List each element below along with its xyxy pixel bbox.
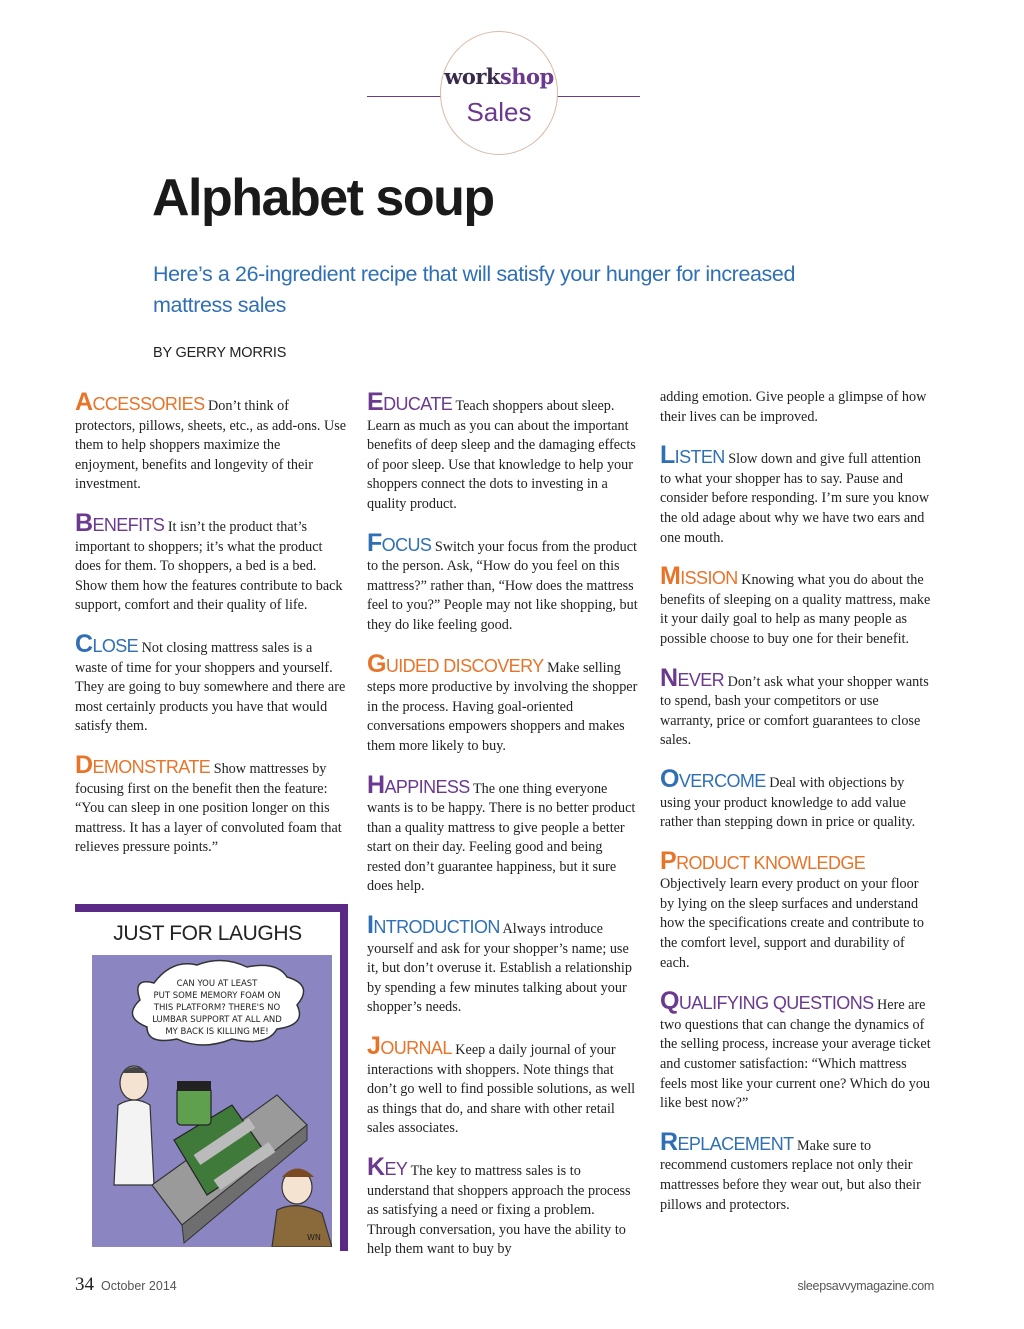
section-label: Sales (466, 97, 532, 127)
entry-keyword: FOCUS (367, 528, 432, 557)
entry-keyword: QUALIFYING QUESTIONS (660, 987, 874, 1016)
box-top-border (75, 904, 348, 912)
entry-educate: EDUCATE Teach shoppers about sleep. Learn as much as you can about the important benefits of deep sleep and the damaging effects of poor sleep. Use that knowledge to help your shoppers connect the dots to investing in a quality product. (367, 388, 636, 512)
entry-happiness: HAPPINESS The one thing everyone wants is to be happy. There is no better product than a quality mattress to give people a better start on their day. Feeling good and being rested don’t guarantee happiness, but it sure does help. (367, 770, 636, 895)
entry-keyword: CLOSE (75, 629, 139, 658)
workshop-label: workshop (444, 64, 554, 89)
entry-focus: FOCUS Switch your focus from the product to the person. Ask, “How do you feel on this mattress?” rather than, “How does the mattress feel to you?” People may not like shopping, but they do like feeling good. (367, 528, 638, 633)
entry-keyword: REPLACEMENT (660, 1127, 794, 1156)
box-right-border (340, 904, 348, 1251)
cartoon-signature: WN (307, 1233, 321, 1242)
entry-introduction: INTRODUCTION Always introduce yourself and ask for your shopper’s name; use it, but don’t overuse it. Establish a relationship by spending a few minutes talking about your shopper’s needs. (367, 911, 632, 1016)
bubble-line-5: MY BACK IS KILLING ME! (165, 1027, 269, 1037)
entry-keyword: ACCESSORIES (75, 388, 205, 416)
entry-benefits: BENEFITS It isn’t the product that’s important to shoppers; it’s what the product does for them. To shoppers, a bed is a bed. Show them how the features contribute to back support, comfort and their quality of life. (75, 508, 343, 614)
entry-product-knowledge: PRODUCT KNOWLEDGE Objectively learn every product on your floor by lying on the sleep surfaces and understand how the specifications create and contribute to the comfort level, support and durability of each. (660, 846, 924, 971)
entry-keyword: OVERCOME (660, 764, 766, 793)
entry-keyword: MISSION (660, 562, 738, 591)
entry-mission: MISSION Knowing what you do about the benefits of sleeping on a quality mattress, make it your daily goal to help as many people as possible choose to buy one for their benefit. (660, 562, 931, 647)
magazine-url: sleepsavvymagazine.com (797, 1279, 934, 1293)
column-3 (660, 388, 932, 1234)
entry-keyword: BENEFITS (75, 508, 165, 537)
entry-key-continued: adding emotion. Give people a glimpse of how their lives can be improved. (660, 389, 927, 425)
entry-keyword: DEMONSTRATE (75, 750, 211, 779)
entry-close: CLOSE Not closing mattress sales is a waste of time for your shoppers and yourself. They are going to buy somewhere and there are most certainly products you have that would satisfy them. (75, 629, 346, 735)
entry-keyword: LISTEN (660, 441, 725, 470)
sidebar-title: JUST FOR LAUGHS (113, 922, 302, 945)
entry-key: KEY The key to mattress sales is to understand that shoppers approach the process as satisfying a need or fixing a problem. Through conversation, you have the ability to help them want to buy by (367, 1153, 631, 1258)
entry-keyword: PRODUCT KNOWLEDGE (660, 846, 866, 875)
issue-date: October 2014 (101, 1279, 177, 1293)
page-number: 34 (75, 1274, 94, 1295)
entry-guided-discovery: GUIDED DISCOVERY Make selling steps more productive by involving the shopper in the process. Having goal-oriented conversations empowers shoppers and makes them more likely to buy. (367, 649, 638, 754)
bubble-line-4: LUMBAR SUPPORT AT ALL AND (152, 1015, 282, 1025)
bystander-figure (272, 1169, 332, 1248)
entry-keyword: KEY (367, 1153, 408, 1181)
entry-keyword: GUIDED DISCOVERY (367, 649, 544, 678)
bubble-line-1: CAN YOU AT LEAST (176, 979, 258, 989)
entry-replacement: REPLACEMENT Make sure to recommend customers replace not only their mattresses before they wear out, but also their pillows and protectors. (660, 1127, 921, 1213)
entry-overcome: OVERCOME Deal with objections by using your product knowledge to add value rather than stepping down in price or quality. (660, 764, 916, 831)
bubble-line-2: PUT SOME MEMORY FOAM ON (153, 991, 281, 1001)
entry-keyword: INTRODUCTION (367, 911, 500, 940)
entry-accessories: ACCESSORIES Don’t think of protectors, pillows, sheets, etc., as add-ons. Use them to help shoppers maximize the enjoyment, benefits and longevity of their investment. (75, 388, 347, 493)
article-title: Alphabet soup (152, 169, 494, 227)
entry-listen: LISTEN Slow down and give full attention to what your shopper has to say. Pause and consider before responding. I’m sure you know the old adage about why we have two ears and one mouth. (660, 441, 930, 546)
column-1 (75, 388, 347, 877)
entry-keyword: EDUCATE (367, 388, 453, 416)
cartoon-drawing (92, 955, 332, 1247)
just-for-laughs-box (75, 904, 348, 1251)
cartoon-illustration (92, 955, 332, 1247)
article-subtitle: Here’s a 26-ingredient recipe that will satisfy your hunger for increased mattress sales (153, 262, 796, 317)
entry-journal: JOURNAL Keep a daily journal of your interactions with shoppers. Note things that don’t go well to find possible solutions, as well as things that do, and share with other retail sales associates. (367, 1032, 636, 1137)
entry-keyword: NEVER (660, 663, 725, 692)
bubble-line-3: THIS PLATFORM? THERE'S NO (153, 1003, 281, 1013)
entry-demonstrate: DEMONSTRATE Show mattresses by focusing first on the benefit then the feature: “You can sleep in one position longer on this mattress. It has a layer of convoluted foam that relieves pressure points.” (75, 750, 342, 856)
entry-keyword: HAPPINESS (367, 770, 470, 799)
column-2 (367, 388, 639, 1279)
section-badge (440, 31, 558, 155)
byline: BY GERRY MORRIS (153, 345, 287, 361)
doctor-figure (114, 1066, 154, 1185)
entry-qualifying-questions: QUALIFYING QUESTIONS Here are two questions that can change the dynamics of the selling process, increase your average ticket and customer satisfaction: “Which mattress feels most like your current one? Which do you like best now?” (660, 987, 931, 1112)
entry-keyword: JOURNAL (367, 1032, 452, 1061)
entry-never: NEVER Don’t ask what your shopper wants to spend, bash your competitors or use warranty, price or comfort guarantees to close sales. (660, 663, 929, 749)
